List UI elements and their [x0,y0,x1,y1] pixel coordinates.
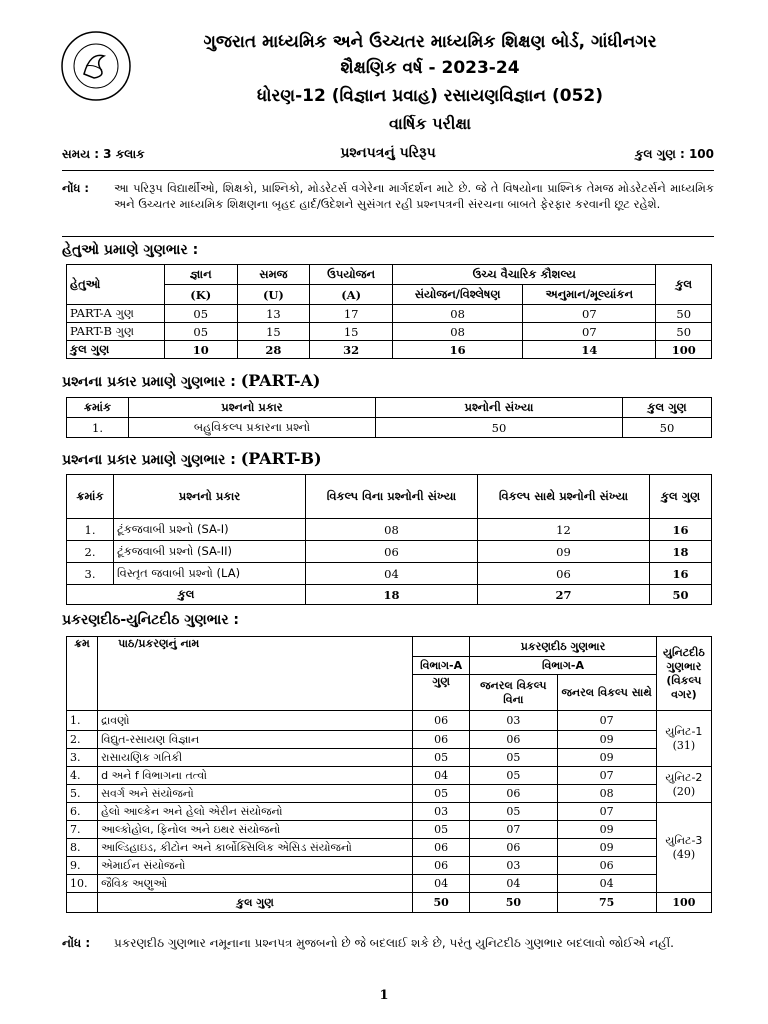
col-with: જનરલ વિકલ્પ સાથે [557,675,656,711]
cell: ટૂંકજવાબી પ્રશ્નો (SA-II) [114,541,306,563]
cell: 09 [478,541,650,563]
cell: 1. [67,519,114,541]
cell: 08 [306,519,478,541]
cell: 50 [470,893,557,913]
subject-title: ધોરણ-12 (વિજ્ઞાન પ્રવાહ) રસાયણવિજ્ઞાન (052) [257,86,603,106]
cell: 06 [413,731,470,749]
row-name: PART-A ગુણ [67,305,165,323]
cell: આલ્ડિહાઇડ, કીટોન અને કાર્બોક્સિલિક એસિડ સંયોજનો [98,839,413,857]
partB-table [66,474,712,605]
unit-label: યુનિટ-2 [665,771,703,784]
col-with: વિકલ્પ સાથે પ્રશ્નોની સંખ્યા [478,475,650,519]
table-row [67,857,712,875]
cell: 15 [237,323,310,341]
academic-year: શૈક્ષણિક વર્ષ - 2023-24 [340,58,520,78]
cell: 05 [413,785,470,803]
cell: 75 [557,893,656,913]
board-logo [60,30,132,102]
table-row [67,323,712,341]
cell: 16 [650,519,712,541]
cell: 15 [310,323,393,341]
cell: 03 [470,857,557,875]
cell: 50 [656,323,712,341]
cell: 50 [623,418,712,438]
cell: 4. [67,767,98,785]
cell: 06 [470,839,557,857]
table-row [67,803,712,821]
cell: 50 [376,418,623,438]
total-label: કુલ ગુણ [98,893,413,913]
col-no: ક્રમાંક [67,475,114,519]
col-chapter: પાઠ/પ્રકરણનું નામ [98,637,413,711]
cell: બહુવિકલ્પ પ્રકારના પ્રશ્નો [129,418,376,438]
cell: 7. [67,821,98,839]
meta-row [62,145,714,167]
table-row [67,821,712,839]
cell: 07 [557,711,656,731]
cell: 07 [523,305,656,323]
col-total: કુલ [656,265,712,305]
cell: 04 [306,563,478,585]
col-objective: હેતુઓ [67,265,165,305]
col-chapter-weight: પ્રકરણદીઠ ગુણભાર [470,637,657,657]
cell: 04 [557,875,656,893]
partA-heading [62,371,320,390]
cell: 09 [557,731,656,749]
paper-design-title: પ્રશ્નપત્રનું પરિરૂપ [340,145,436,161]
unit-1 [656,711,711,767]
col-evaluation: અનુમાન/મૂલ્યાંકન [523,285,656,305]
cell: 8. [67,839,98,857]
table-row [67,767,712,785]
cell: 08 [393,305,523,323]
unit-2 [656,767,711,803]
cell: 13 [237,305,310,323]
cell: 07 [557,803,656,821]
cell: 18 [306,585,478,605]
col-understanding: સમજ [237,265,310,285]
cell: 2. [67,731,98,749]
cell: 12 [478,519,650,541]
cell: 10 [164,341,237,359]
col-marks: કુલ ગુણ [650,475,712,519]
cell: 50 [413,893,470,913]
note-text: આ પરિરૂપ વિદ્યાર્થીઓ, શિક્ષકો, પ્રાશ્નિકો, મોડરેટર્સ વગેરેના માર્ગદર્શન માટે છે. જે તે વિષયોના પ્રાશ્નિક તેમજ મોડરેટર્સને માધ્યમિક અને ઉચ્ચતર માધ્યમિક શિક્ષણના બૃહદ હાર્દ/ઉદેશને સુસંગત રહી પ્રશ્નપત્રની સંરચના બાબતે ફેરફાર કરવાની છૂટ રહેશે. [114,181,714,211]
row-name: PART-B ગુણ [67,323,165,341]
cell: 6. [67,803,98,821]
total-row [67,341,712,359]
cell: હેલો આલ્કેન અને હેલો એરીન સંયોજનો [98,803,413,821]
cell: 50 [650,585,712,605]
board-name: ગુજરાત માધ્યમિક અને ઉચ્ચતર માધ્યમિક શિક્ષણ બોર્ડ, ગાંધીનગર [203,32,657,52]
unit-value: (49) [672,848,696,861]
table-row [67,305,712,323]
partB-heading-text: પ્રશ્નના પ્રકાર પ્રમાણે ગુણભાર : [62,452,236,468]
cell: 08 [557,785,656,803]
cell: 32 [310,341,393,359]
total-row [67,893,712,913]
cell: આલ્કોહોલ, ફિનોલ અને ઇથર સંયોજનો [98,821,413,839]
partA-heading-text: પ્રશ્નના પ્રકાર પ્રમાણે ગુણભાર : [62,374,236,390]
cell: 09 [557,749,656,767]
cell: દ્રાવણો [98,711,413,731]
cell: 06 [306,541,478,563]
exam-title: વાર્ષિક પરીક્ષા [388,114,472,133]
col-analysis: સંયોજન/વિશ્લેષણ [393,285,523,305]
col-marks: ગુણ [413,675,470,711]
cell: 10. [67,875,98,893]
cell: વિદ્યુત-રસાયણ વિજ્ઞાન [98,731,413,749]
table-row [67,731,712,749]
cell: 07 [557,767,656,785]
unit-3 [656,803,711,893]
cell: 03 [413,803,470,821]
cell: 1. [67,711,98,731]
note [62,180,714,212]
note-label: નોંધ : [62,181,89,195]
col-unit-weight [656,637,711,711]
footnote [62,934,714,952]
cell: 100 [656,341,712,359]
table-row [67,785,712,803]
cell: 17 [310,305,393,323]
row-name: કુલ ગુણ [67,341,165,359]
cell: 06 [413,857,470,875]
partB-heading-tag: (PART-B) [240,449,322,468]
cell: 09 [557,839,656,857]
partA-table [66,397,712,438]
col-hots: ઉચ્ચ વૈચારિક કૌશલ્ય [393,265,656,285]
col-application-sub: (A) [310,285,393,305]
cell: 07 [470,821,557,839]
objectives-table [66,264,712,359]
cell: 06 [478,563,650,585]
unit-label: યુનિટ-3 [665,834,703,847]
cell: 16 [650,563,712,585]
col-secA: વિભાગ-A [413,657,470,675]
cell: 05 [164,305,237,323]
cell: 100 [656,893,711,913]
col-no: ક્રમ [67,637,98,711]
cell: વિસ્તૃત જવાબી પ્રશ્નો (LA) [114,563,306,585]
cell: 04 [413,875,470,893]
cell: 06 [470,785,557,803]
cell [67,893,98,913]
col-knowledge-sub: (K) [164,285,237,305]
total-label: કુલ [67,585,306,605]
col-understanding-sub: (U) [237,285,310,305]
unit-weight-label: યુનિટદીઠ ગુણભાર [663,645,705,673]
col-knowledge: જ્ઞાન [164,265,237,285]
cell: રાસાયણિક ગતિકી [98,749,413,767]
table-row [67,418,712,438]
cell: 06 [413,711,470,731]
cell: 28 [237,341,310,359]
col-without: વિકલ્પ વિના પ્રશ્નોની સંખ્યા [306,475,478,519]
cell: 09 [557,821,656,839]
cell: 06 [470,731,557,749]
col-count: પ્રશ્નોની સંખ્યા [376,398,623,418]
cell: 3. [67,563,114,585]
cell: 05 [470,749,557,767]
divider [62,170,714,171]
table-row [67,711,712,731]
col-application: ઉપયોજન [310,265,393,285]
objectives-heading: હેતુઓ પ્રમાણે ગુણભાર : [62,242,199,258]
cell: 06 [557,857,656,875]
table-row [67,839,712,857]
cell: d અને f વિભાગના તત્વો [98,767,413,785]
cell: 04 [413,767,470,785]
cell: 05 [413,749,470,767]
partB-heading [62,449,322,468]
col-without: જનરલ વિકલ્પ વિના [470,675,557,711]
cell: 14 [523,341,656,359]
cell: 05 [470,803,557,821]
cell: 3. [67,749,98,767]
unit-weight-note: (વિકલ્પ વગર) [666,673,702,701]
table-row [67,563,712,585]
table-row [67,875,712,893]
cell: 2. [67,541,114,563]
cell: 08 [393,323,523,341]
cell: 18 [650,541,712,563]
cell: જૈવિક અણુઓ [98,875,413,893]
table-row [67,749,712,767]
unit-label: યુનિટ-1 [665,725,703,738]
cell: 5. [67,785,98,803]
page-number: 1 [379,988,389,1003]
cell: 9. [67,857,98,875]
cell: 05 [164,323,237,341]
table-row [67,519,712,541]
col-no: ક્રમાંક [67,398,129,418]
cell: એમાઈન સંયોજનો [98,857,413,875]
cell: 16 [393,341,523,359]
table-row [67,541,712,563]
col-marks: કુલ ગુણ [623,398,712,418]
col-type: પ્રશ્નનો પ્રકાર [129,398,376,418]
unit-value: (20) [672,785,696,798]
cell: 07 [523,323,656,341]
col-type: પ્રશ્નનો પ્રકાર [114,475,306,519]
cell: સવર્ગ અને સંયોજનો [98,785,413,803]
cell: 1. [67,418,129,438]
unit-value: (31) [672,739,696,752]
cell: ટૂંકજવાબી પ્રશ્નો (SA-I) [114,519,306,541]
cell: 04 [470,875,557,893]
footnote-text: પ્રકરણદીઠ ગુણભાર નમૂનાના પ્રશ્નપત્ર મુજબનો છે જે બદલાઈ શકે છે, પરંતુ યુનિટદીઠ ગુણભાર બદલાવો જોઈએ નહીં. [114,936,674,950]
units-heading: પ્રકરણદીઠ-યુનિટદીઠ ગુણભાર : [62,612,240,628]
col-secA2: વિભાગ-A [470,657,657,675]
total-marks-label: કુલ ગુણ : 100 [634,147,714,161]
footnote-label: નોંધ : [62,936,91,950]
cell: 05 [413,821,470,839]
time-label: સમય : 3 કલાક [62,147,145,161]
total-row [67,585,712,605]
cell: 27 [478,585,650,605]
units-table [66,636,712,913]
cell: 03 [470,711,557,731]
divider [62,236,714,237]
cell: 50 [656,305,712,323]
cell: 05 [470,767,557,785]
partA-heading-tag: (PART-A) [240,371,321,390]
col-secA-top [413,637,470,657]
cell: 06 [413,839,470,857]
